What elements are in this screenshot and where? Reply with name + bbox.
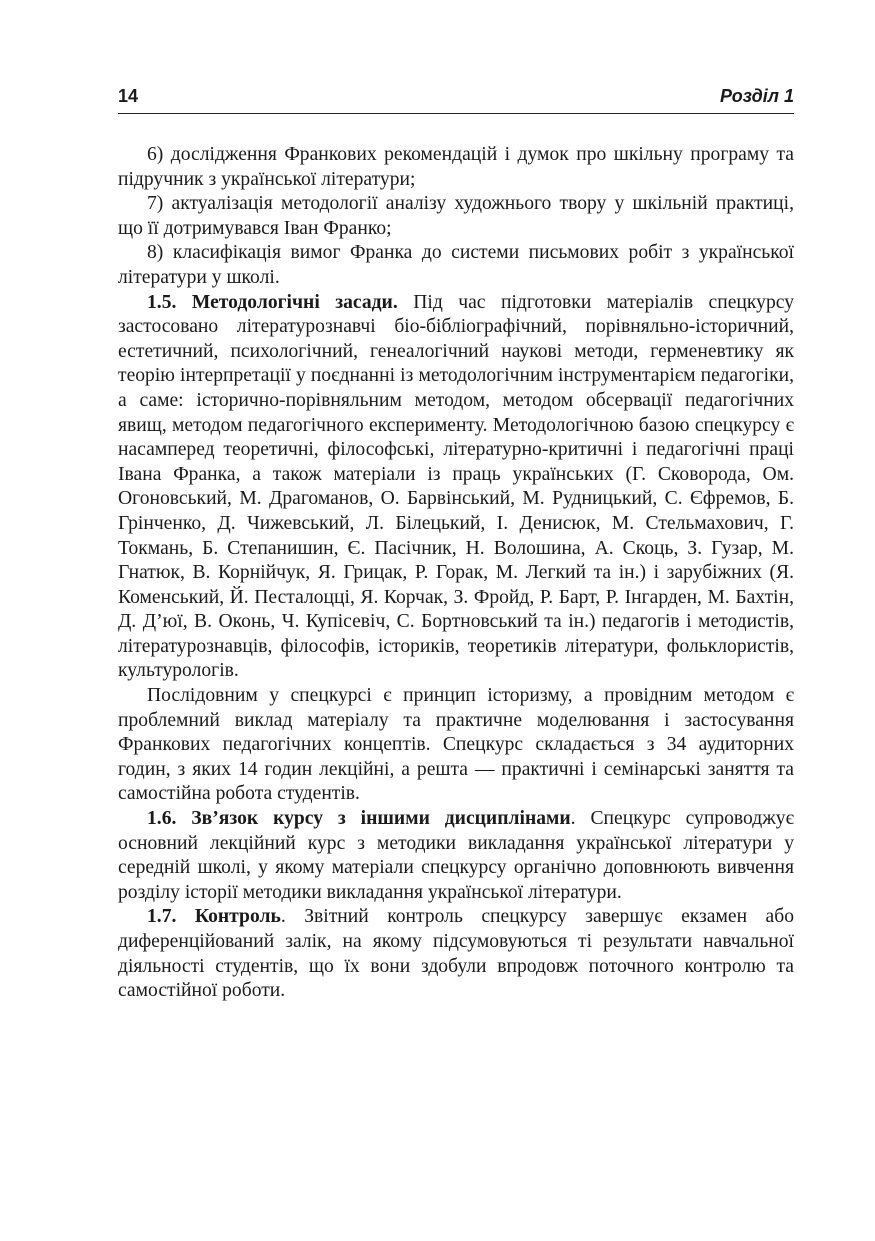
page-number: 14 (118, 86, 139, 106)
paragraph-historicism: Послідовним у спецкурсі є принцип історизму, а провідним методом є проблемний виклад матеріалу та практичне моделювання і застосування Франкових педагогічних концептів. Спецкурс складається з 34 аудиторних годин, з яких 14 годин лекційні, а решта — практичні і семінарські заняття та самостійна робота студентів. (118, 685, 794, 805)
section-control: 1.7. Контроль. Звітний контроль спецкурсу завершує екзамен або диференційований залік, на якому підсумовуються ті результати навчальної діяльності студентів, що їх вони здобули впродовж поточного контролю та самостійної роботи. (118, 906, 794, 1002)
section-methodology: 1.5. Методологічні засади. Під час підготовки матеріалів спецкурсу застосовано літературознавчі біо-бібліографічний, порівняльно-історичний, естетичний, психологічний, генеалогічний наукові методи, герменевтику як теорію інтерпретації у поєднанні із методологічним інструментарієм педагогіки, а саме: історично-порівняльним методом, методом обсервації педагогічних явищ, методом педагогічного експерименту. Методологічною базою спецкурсу є насамперед теоретичні, філософські, літературно-критичні і педагогічні праці Івана Франка, а також матеріали із праць українських (Г. Сковорода, Ом. Огоновський, М. Драгоманов, О. Барвінський, М. Рудницький, С. Єфремов, Б. Грінченко, Д. Чижевський, Л. Білецький, І. Денисюк, М. Стельмахович, Г. Токмань, Б. Степанишин, Є. Пасічник, Н. Волошина, А. Скоць, З. Гузар, М. Гнатюк, В. Корнійчук, Я. Грицак, Р. Горак, М. Легкий та ін.) і зарубіжних (Я. Коменський, Й. Песталоцці, Я. Корчак, З. Фройд, Р. Барт, Р. Інгарден, М. Бахтін, Д. Д’юї, В. Оконь, Ч. Купісевіч, С. Бортновський та ін.) педагогів і методистів, літературознавців, філософів, істориків, теоретиків літератури, фольклористів, культурологів. (118, 291, 794, 682)
list-item-7: 7) актуалізація методології аналізу художнього твору у шкільній практиці, що її дотримувався Іван Франко; (118, 193, 794, 239)
section-connections: 1.6. Зв’язок курсу з іншими дисциплінами. Спецкурс супроводжує основний лекційний курс з методики викладання української літератури у середній школі, у якому матеріали спецкурсу органічно доповнюють вивчення розділу історії методики викладання української літератури. (118, 808, 794, 903)
chapter-title: Розділ 1 (719, 86, 794, 106)
section-heading: 1.5. Методологічні засади. (147, 291, 398, 313)
header-rule (118, 113, 794, 114)
running-header (118, 86, 794, 112)
list-item-8: 8) класифікація вимог Франка до системи письмових робіт з української літератури у школі. (118, 242, 794, 288)
list-item-6: 6) дослідження Франкових рекомендацій і думок про шкільну програму та підручник з української літератури; (118, 144, 794, 190)
section-heading: 1.7. Контроль (147, 906, 281, 928)
section-heading: 1.6. Зв’язок курсу з іншими дисциплінами (147, 808, 571, 830)
body-text (118, 143, 794, 1004)
